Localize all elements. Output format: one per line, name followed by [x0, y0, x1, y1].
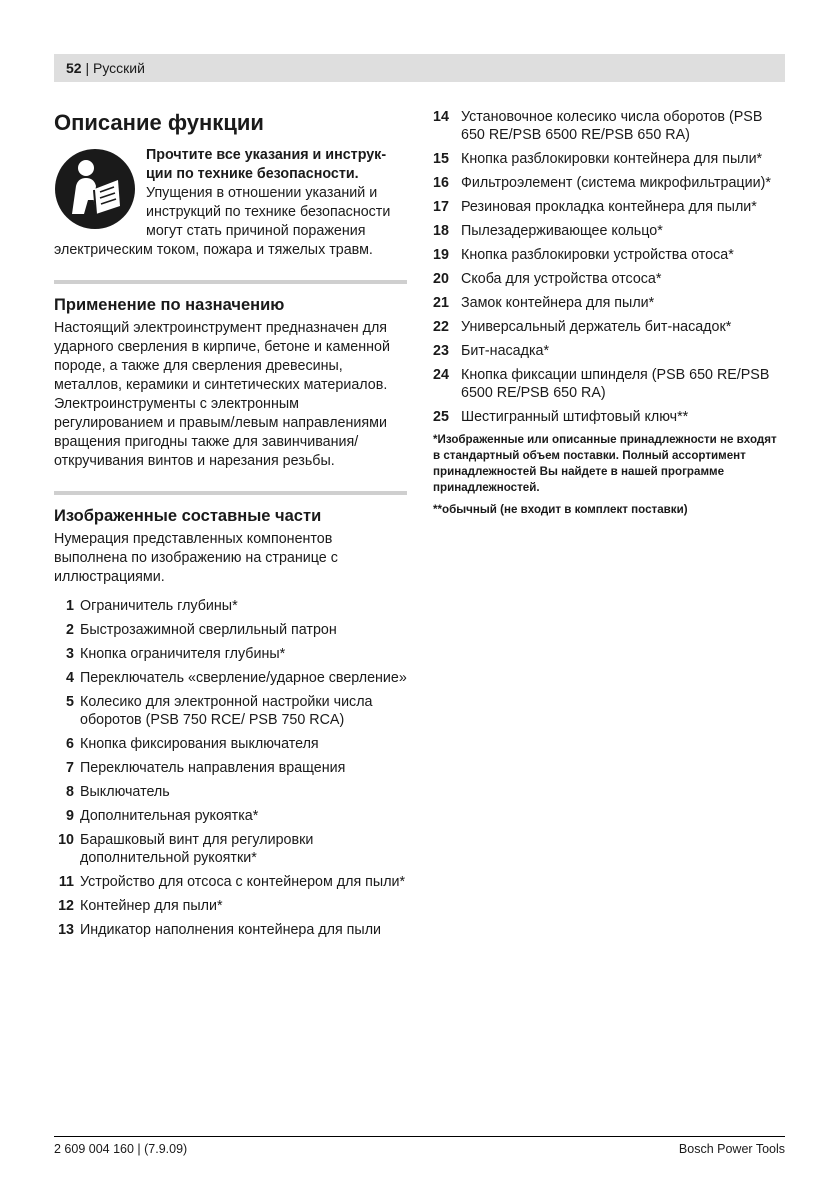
section-title-intended-use: Применение по назначению: [54, 296, 285, 314]
list-item: [54, 873, 407, 891]
list-item: [54, 621, 407, 639]
list-item: [433, 150, 785, 168]
item-number: 3: [66, 646, 74, 662]
components-list-right: [433, 108, 785, 426]
item-number: 20: [433, 271, 449, 287]
item-number: 25: [433, 409, 449, 425]
item-number: 24: [433, 367, 449, 383]
item-text: Выключатель: [80, 784, 170, 800]
item-text: Универсальный держатель бит-насадок*: [461, 319, 732, 335]
warning-bold-text: Прочтите все указания и инструк-ции по технике безопасности.: [146, 147, 387, 182]
footer-doc-number: 2 609 004 160 | (7.9.09): [54, 1142, 188, 1156]
item-text: Контейнер для пыли*: [80, 898, 223, 914]
list-item: [54, 759, 407, 777]
warning-text: Упущения в отношении указаний и инструкций по технике безопасности могут стать причиной поражения электрическим током, пожара и тяжелых травм.: [54, 185, 391, 258]
list-item: [433, 246, 785, 264]
item-number: 1: [66, 598, 74, 614]
item-number: 19: [433, 247, 449, 263]
list-item: [433, 222, 785, 240]
item-text: Индикатор наполнения контейнера для пыли: [80, 922, 382, 938]
list-item: [433, 270, 785, 288]
item-number: 11: [58, 874, 74, 890]
item-text: Шестигранный штифтовый ключ**: [461, 409, 689, 425]
list-item: [54, 807, 407, 825]
list-item: [54, 645, 407, 663]
item-number: 21: [433, 295, 449, 311]
item-number: 5: [66, 694, 74, 710]
item-number: 16: [433, 175, 449, 191]
item-text: Пылезадерживающее кольцо*: [461, 223, 663, 239]
item-number: 22: [433, 319, 449, 335]
components-intro: Нумерация представленных компонентов выполнена по изображению на странице с иллюстрациями.: [54, 531, 338, 585]
item-text: Быстрозажимной сверлильный патрон: [80, 622, 337, 638]
item-number: 10: [58, 832, 74, 848]
item-number: 4: [66, 670, 74, 686]
safety-warning: [54, 146, 407, 260]
item-number: 18: [433, 223, 449, 239]
list-item: [433, 294, 785, 312]
item-text: Кнопка фиксирования выключателя: [80, 736, 319, 752]
list-item: [433, 408, 785, 426]
header-separator: |: [81, 60, 93, 76]
list-item: [54, 693, 407, 729]
item-number: 12: [58, 898, 74, 914]
item-text: Устройство для отсоса с контейнером для пыли*: [80, 874, 406, 890]
item-text: Переключатель «сверление/ударное сверление»: [80, 670, 407, 686]
item-text: Скоба для устройства отсоса*: [461, 271, 662, 287]
item-number: 8: [66, 784, 74, 800]
item-text: Замок контейнера для пыли*: [461, 295, 655, 311]
list-item: [54, 783, 407, 801]
list-item: [54, 669, 407, 687]
list-item: [433, 174, 785, 192]
item-text: Дополнительная рукоятка*: [80, 808, 259, 824]
footer-brand: Bosch Power Tools: [678, 1142, 785, 1156]
read-manual-icon: [54, 148, 136, 230]
intended-use-text: Настоящий электроинструмент предназначен для ударного сверления в кирпиче, бетоне и каменной породе, а также для сверления древесины, металлов, керамики и синтетических материалов. Электроинструменты с электронным регулированием и правым/левым направлениями вращения пригодны также для завинчивания/откручивания винтов и нарезания резьбы.: [54, 320, 390, 469]
list-item: [54, 897, 407, 915]
item-number: 2: [66, 622, 74, 638]
header-language: Русский: [93, 60, 145, 76]
list-item: [54, 597, 407, 615]
item-text: Переключатель направления вращения: [80, 760, 346, 776]
section-title-function: Описание функции: [54, 110, 264, 135]
item-number: 7: [66, 760, 74, 776]
list-item: [54, 921, 407, 939]
list-item: [433, 108, 785, 144]
list-item: [433, 342, 785, 360]
right-column: [433, 108, 785, 518]
item-number: 23: [433, 343, 449, 359]
components-list-left: [54, 597, 407, 939]
footer-divider: [54, 1136, 785, 1137]
item-text: Барашковый винт для регулировки дополнительной рукоятки*: [80, 832, 314, 866]
item-number: 17: [433, 199, 449, 215]
item-number: 14: [433, 109, 449, 125]
item-text: Кнопка разблокировки контейнера для пыли*: [461, 151, 763, 167]
footnote-standard: **обычный (не входит в комплект поставки): [433, 503, 688, 516]
item-text: Установочное колесико числа оборотов (PSB 650 RE/PSB 6500 RE/PSB 650 RA): [461, 109, 763, 143]
left-column: [54, 108, 407, 945]
item-text: Кнопка ограничителя глубины*: [80, 646, 286, 662]
item-text: Кнопка фиксации шпинделя (PSB 650 RE/PSB 6500 RE/PSB 650 RA): [461, 367, 770, 401]
item-number: 6: [66, 736, 74, 752]
item-text: Кнопка разблокировки устройства отоса*: [461, 247, 734, 263]
section-divider: [54, 280, 407, 284]
list-item: [433, 366, 785, 402]
footnote-accessories: *Изображенные или описанные принадлежности не входят в стандартный объем поставки. Полный ассортимент принадлежностей Вы найдете в нашей программе принадлежностей.: [433, 433, 777, 494]
section-title-components: Изображенные составные части: [54, 507, 322, 525]
item-text: Резиновая прокладка контейнера для пыли*: [461, 199, 757, 215]
item-number: 15: [433, 151, 449, 167]
list-item: [433, 318, 785, 336]
item-text: Фильтроэлемент (система микрофильтрации)*: [461, 175, 771, 191]
list-item: [433, 198, 785, 216]
page-number: 52: [66, 60, 82, 76]
list-item: [54, 735, 407, 753]
page-header-bar: [54, 54, 785, 82]
item-number: 9: [66, 808, 74, 824]
item-text: Бит-насадка*: [461, 343, 550, 359]
item-text: Колесико для электронной настройки числа оборотов (PSB 750 RCE/ PSB 750 RCA): [80, 694, 373, 728]
item-number: 13: [58, 922, 74, 938]
page-header: [66, 60, 145, 76]
list-item: [54, 831, 407, 867]
section-divider: [54, 491, 407, 495]
item-text: Ограничитель глубины*: [80, 598, 238, 614]
